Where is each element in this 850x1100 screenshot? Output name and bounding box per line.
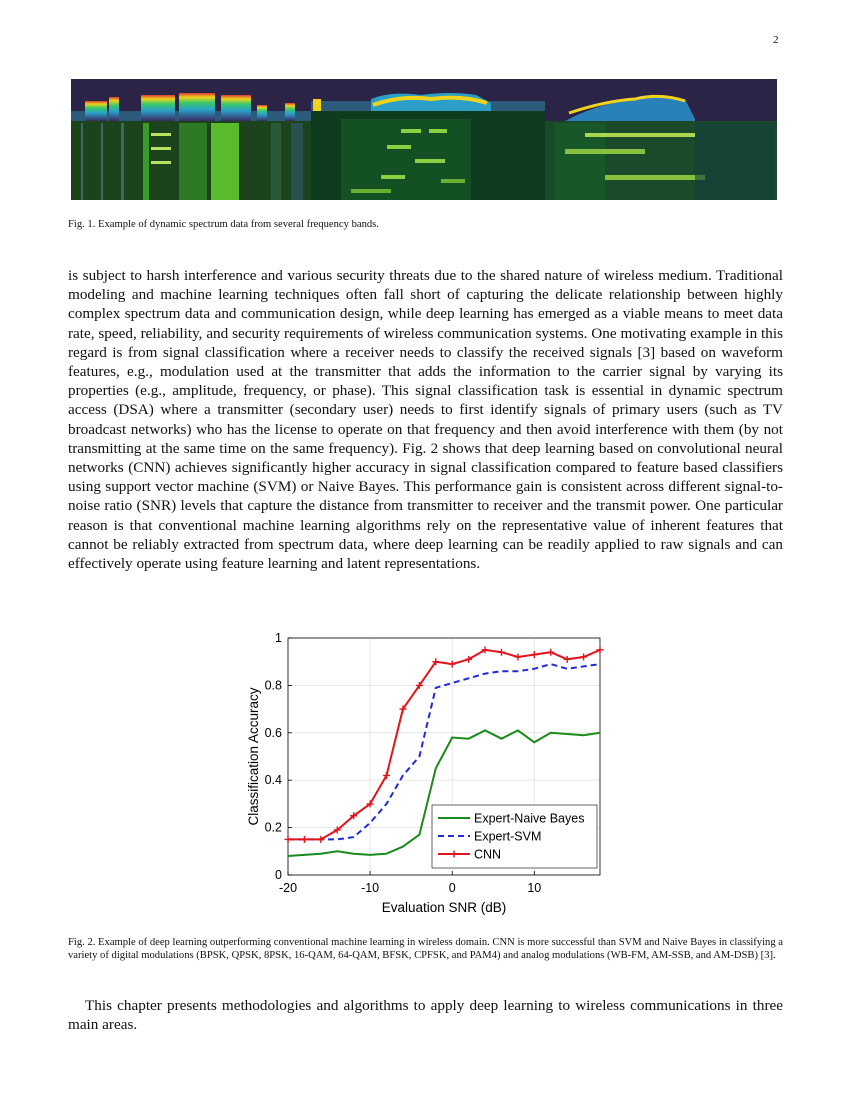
legend-label-expert-svm: Expert-SVM [474, 829, 542, 844]
figure-2 [240, 625, 610, 925]
body-paragraph-2: This chapter presents methodologies and algorithms to apply deep learning to wireless communications in three main areas. [68, 997, 783, 1034]
spectrum-panel-2 [311, 79, 545, 200]
y-tick-label: 0.2 [264, 820, 282, 835]
x-tick-label: -10 [361, 881, 380, 895]
spectrum-panel-1 [71, 79, 311, 200]
figure-2-caption: Fig. 2. Example of deep learning outperforming conventional machine learning in wireless domain. CNN is more successful than SVM and Naive Bayes in classifying a variety of digital modulations (BPSK, QPSK, 8PSK, 16-QAM, 64-QAM, BFSK, CPFSK, and PAM4) and analog modulations (WB-FM, AM-SSB, and AM-DSB) [3]. [68, 937, 783, 962]
x-tick-label: -20 [278, 881, 298, 895]
spectrum-figure [71, 79, 777, 200]
legend-label-cnn: CNN [474, 847, 502, 862]
x-tick-label: 0 [448, 881, 456, 895]
accuracy-chart [240, 625, 610, 925]
y-tick-label: 1 [275, 631, 282, 645]
y-tick-label: 0.4 [264, 773, 282, 788]
spectrum-panel-3 [545, 79, 777, 200]
chart-legend [432, 805, 597, 868]
y-tick-label: 0.8 [264, 678, 282, 693]
x-axis-label: Evaluation SNR (dB) [381, 900, 507, 915]
y-axis-label: Classification Accuracy [246, 687, 261, 826]
x-tick-label: 10 [527, 881, 542, 895]
y-tick-label: 0.6 [264, 725, 282, 740]
legend-label-expert-naive-bayes: Expert-Naive Bayes [474, 811, 585, 826]
y-tick-label: 0 [275, 868, 282, 882]
body-paragraph-1: is subject to harsh interference and various security threats due to the shared nature of wireless medium. Traditional modeling and machine learning techniques often fall short of capturing the delicate relationship between highly complex spectrum data and communication design, while deep learning has emerged as a viable means to meet data rate, speed, reliability, and security requirements of wireless communication systems. One motivating example in this regard is from signal classification where a receiver needs to classify the received signals [3] based on waveform features, e.g., modulation used at the transmitter that adds the information to the carrier signal by varying its properties (e.g., amplitude, frequency, or phase). This signal classification task is essential in dynamic spectrum access (DSA) where a transmitter (secondary user) needs to first identify signals of primary users (such as TV broadcast networks) who has the license to operate on that frequency and then avoid interference with them (by not transmitting at the same time on the same frequency). Fig. 2 shows that deep learning based on convolutional neural networks (CNN) achieves significantly higher accuracy in signal classification compared to feature based classifiers using support vector machine (SVM) or Naive Bayes. This performance gain is consistent across different signal-to-noise ratio (SNR) levels that capture the distance from transmitter to receiver and the transmit power. One particular reason is that conventional machine learning algorithms rely on the representative value of inherent features that cannot be reliably extracted from spectrum data, where deep learning can be readily applied to raw signals and can effectively operate using feature learning and latent representations. [68, 267, 783, 573]
page-number: 2 [773, 34, 779, 46]
figure-1-caption: Fig. 1. Example of dynamic spectrum data from several frequency bands. [68, 219, 379, 230]
